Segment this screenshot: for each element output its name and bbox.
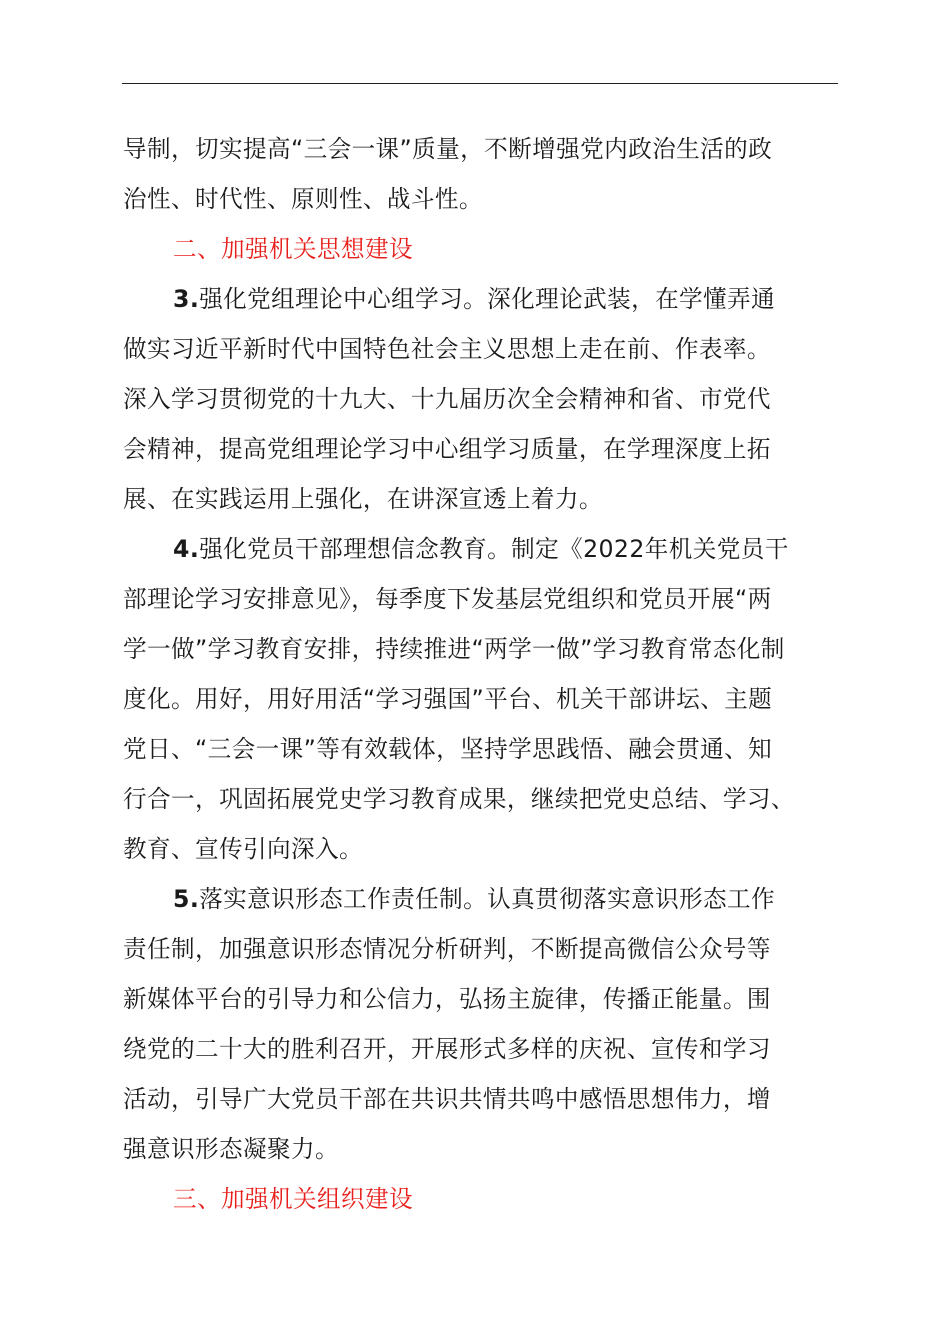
paragraph-line: 新媒体平台的引导力和公信力，弘扬主旋律，传播正能量。围 <box>123 985 771 1013</box>
item-number: 4. <box>173 535 200 563</box>
paragraph-line: 落实意识形态工作责任制。认真贯彻落实意识形态工作 <box>199 885 776 913</box>
paragraph-first-line <box>123 274 843 324</box>
paragraph-line: 做实习近平新时代中国特色社会主义思想上走在前、作表率。 <box>123 335 771 363</box>
paragraph-line: 学一做”学习教育安排，持续推进“两学一做”学习教育常态化制 <box>123 635 785 663</box>
section-heading-2: 二、加强机关思想建设 <box>173 235 413 263</box>
paragraph-line: 行合一，巩固拓展党史学习教育成果，继续把党史总结、学习、 <box>123 785 795 813</box>
paragraph-line: 导制，切实提高“三会一课”质量，不断增强党内政治生活的政 <box>123 135 773 163</box>
paragraph-line: 部理论学习安排意见》，每季度下发基层党组织和党员开展“两 <box>123 585 772 613</box>
paragraph-line: 深入学习贯彻党的十九大、十九届历次全会精神和省、市党代 <box>123 385 771 413</box>
paragraph-line: 展、在实践运用上强化，在讲深宣透上着力。 <box>123 485 603 513</box>
paragraph-first-line <box>123 874 843 924</box>
paragraph-line: 强化党组理论中心组学习。深化理论武装，在学懂弄通 <box>199 285 776 313</box>
paragraph-line: 党日、“三会一课”等有效载体，坚持学思践悟、融会贯通、知 <box>123 735 773 763</box>
item-number: 5. <box>173 885 200 913</box>
paragraph-line: 度化。用好，用好用活“学习强国”平台、机关干部讲坛、主题 <box>123 685 773 713</box>
paragraph-line: 责任制，加强意识形态情况分析研判，不断提高微信公众号等 <box>123 935 771 963</box>
paragraph-line: 绕党的二十大的胜利召开，开展形式多样的庆祝、宣传和学习 <box>123 1035 771 1063</box>
paragraph-line: 会精神，提高党组理论学习中心组学习质量，在学理深度上拓 <box>123 435 771 463</box>
header-rule <box>122 83 838 84</box>
document-body <box>123 124 843 1224</box>
paragraph-line: 活动，引导广大党员干部在共识共情共鸣中感悟思想伟力，增 <box>123 1085 771 1113</box>
item-number: 3. <box>173 285 200 313</box>
paragraph-line: 教育、宣传引向深入。 <box>123 835 363 863</box>
paragraph-line: 强化党员干部理想信念教育。制定《2022年机关党员干 <box>199 535 789 563</box>
paragraph-line: 治性、时代性、原则性、战斗性。 <box>123 185 483 213</box>
paragraph-first-line <box>123 524 843 574</box>
paragraph-line: 强意识形态凝聚力。 <box>123 1135 339 1163</box>
section-heading-3: 三、加强机关组织建设 <box>173 1185 413 1213</box>
